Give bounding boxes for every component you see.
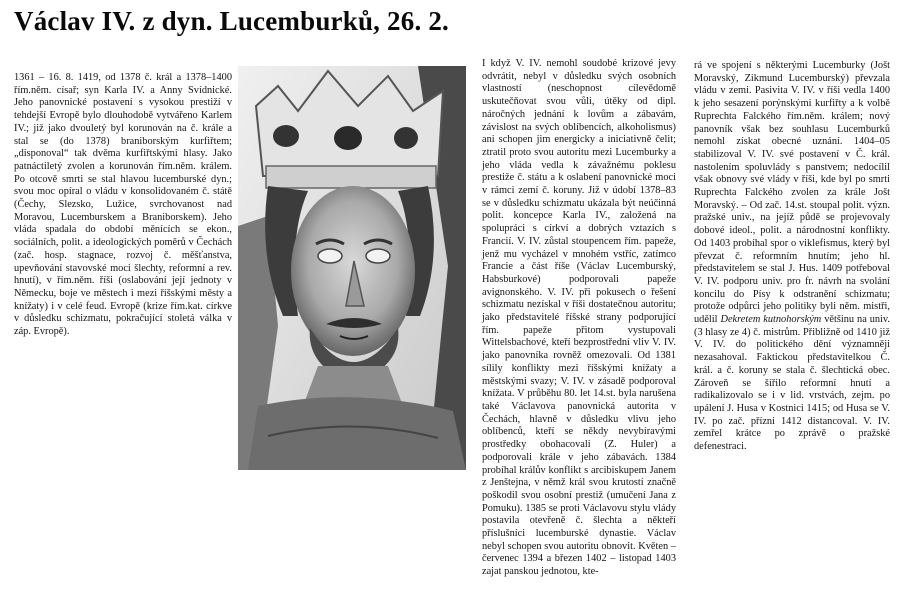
column-3-text-part1: rá ve spojení s některými Lucemburky (Jošt Moravský, Zikmund Lucemburský) převzala vládu v zemi. Pasivita V. IV. v říši vedla 1400 k jeho sesazení porýnskými kurfiřty a k volbě Ruprechta Falckého řím.něm. králem; nový panovník však bez souhlasu Lucemburků nemohl získat obecné uznání. 1404–05 stabilizoval V. IV. své postavení v Č. král. nastolením spoluvlády s panstvem; nedocílil však obnovy své vlády v říši, kde byl po smrti Ruprechta Falckého zvolen za krále Jošt Moravský. – Od zač. 14.st. stoupal polit. význ. pražské univ., na jejíž půdě se projevovaly dobové ideol., polit. a národnostní konflikty. Od 1403 probíhal spor o viklefismus, který byl převzat č. reformním hnutím; jeho hl. představitelem se stal J. Hus. 1409 potřeboval V. IV. podporu univ. pro fr. návrh na svolání koncilu do Písy k odstranění schizmatu; protože odpůrci jeho politiky byli něm. mistři, udělil xyxy=(694,60,890,326)
column-3-text xyxy=(694,60,890,454)
column-2-text: I když V. IV. nemohl soudobé krizové jevy odvrátit, nebyl v důsledku svých osobních vlastností (neschopnost cílevědomě uskutečňovat svou vůli, útěky od dipl. náročných jednání k lovům a zábavám, závislost na svých oblíbencích, alkoholismus) ani schopen jim energicky a iniciativně čelit; ztratil proto svou autoritu mezi Lucemburky a jeho vláda vedla k závažnému poklesu prestiže č. státu a k oslabení panovnické moci v rámci zemí č. koruny. Již v údobí 1378–83 se v důsledku schizmatu ukázala být neúčinná polit. koncepce Karla IV., založená na spolupráci s církví a dobrých vztazích s Francií. V. IV. zůstal stoupencem řím. papeže, jenž mu vycházel v mnohém vstříc, zatímco Francie a část říše (Václav Lucemburský, Habsburkové) podporovali papeže avignonského. V. IV. při pokusech o řešení schizmatu nezískal v říši dostatečnou autoritu; jako představitelé říšské strany podporující řím. papeže přitom vystupovali Wittelsbachové, kteří bezprostřední vliv V. IV. jako panovníka rovněž omezovali. Od 1381 sílily konflikty mezi říšskými knížaty a městskými svazy; V. IV. v zásadě podporoval knížata. V průběhu 80. let 14.st. byla narušena také Václavova panovnická autorita v Čechách, hlavně v důsledku vlivu jeho oblíbenců, kteří se někdy nevybíravými prostředky obohacovali (Z. Huler) a podporovali krále v jeho zábavách. 1384 probíhal králův konflikt s arcibiskupem Janem z Jenštejna, v němž král svou krutostí značně poškodil svou osobní prestiž (umučení Jana z Pomuku). 1385 se proti Václavovu stylu vlády postavila otevřeně č. šlechta a někteří příslušníci lucemburské dynastie. Václav nebyl schopen svou autoritu obnovit. Květen – červenec 1394 a březen 1402 – listopad 1403 zajat panskou jednotou, kte- xyxy=(482,58,676,578)
article-title: Václav IV. z dyn. Lucemburků, 26. 2. xyxy=(14,6,450,36)
text-column-1 xyxy=(14,72,232,339)
text-column-3 xyxy=(694,60,890,454)
column-3-text-part2: většinu na univ. (3 hlasy ze 4) č. mistrům. Přibližně od 1410 již V. IV. do politického dění významněji nezasahoval. Faktickou představitelkou Č. král. a č. koruny se stala č. šlechtická obec. Zároveň se šířilo reformní hnutí a radikalizovalo se i v lid. vrstvách, zejm. po upálení J. Husa v Kostnici 1415; od Husa se V. IV. po zač. přízni 1412 distancoval. V. IV. zemřel krátce po zprávě o pražské defenestraci. xyxy=(694,314,891,453)
dekret-kutnohorsky-term: Dekretem kutnohorským xyxy=(720,314,822,326)
text-column-2 xyxy=(482,58,676,579)
portrait-photo xyxy=(238,66,466,470)
column-1-text: 1361 – 16. 8. 1419, od 1378 č. král a 1378–1400 řím.něm. císař; syn Karla IV. a Anny Svídnické. Jeho panovnické postavení s vysokou prestiží v tehdejší Evropě bylo dlouhodobě vytvářeno Karlem IV.; již jako dvouletý byl korunován na č. krále a stal se (do 1378) braniborským kurfiřtem; „disponoval“ tak dvěma kurfiřtskými hlasy. Jako patnáctiletý zvolen a korunován řím.něm. králem. Po otcově smrti se stal hlavou lucemburské dyn.; svou moc opíral o vládu v konsolidovaném č. státě (Čechy, Slezsko, Lužice, svrchovanost nad Moravou, Lucemburskem a Braniborskem). Jeho vláda spadala do období měnících se ekon., sociálních, polit. a ideologických poměrů v Čechách (zač. hosp. stagnace, rozvoj č. měšťanstva, upevňování stavovské moci šlechty, reformní a rev. hnutí), v řím.něm. říši (oslabování její jednoty v Německu, boje ve městech i mezi říšskými městy a knížaty) i v celé feud. Evropě (krize řím.kat. církve v důsledku schizmatu, pokračující stoletá válka v záp. Evropě). xyxy=(14,72,232,338)
bust-statue-image xyxy=(238,66,466,470)
